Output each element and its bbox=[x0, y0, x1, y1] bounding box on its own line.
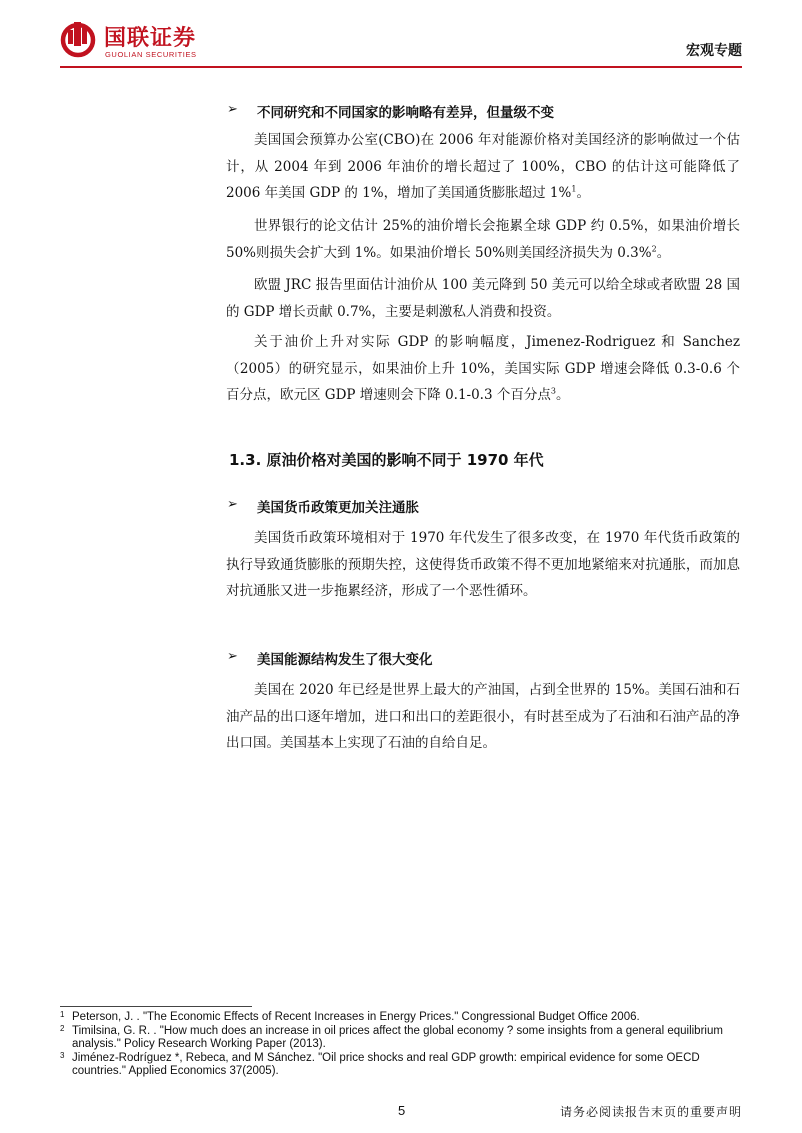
paragraph-eu-jrc: 欧盟 JRC 报告里面估计油价从 100 美元降到 50 美元可以给全球或者欧盟 28 国的 GDP 增长贡献 0.7%，主要是刺激私人消费和投资。 bbox=[226, 277, 740, 320]
footnote-number: 3 bbox=[60, 1050, 65, 1060]
logo-english-name: GUOLIAN SECURITIES bbox=[105, 50, 197, 59]
paragraph-energy-structure: 美国在 2020 年已经是世界上最大的产油国，占到全世界的 15%。美国石油和石油产品的出口逐年增加，进口和出口的差距很小，有时甚至成为了石油和石油产品的净出口国。美国基本上实现了石油的自给自足。 bbox=[226, 682, 740, 751]
bullet-heading-text: 不同研究和不同国家的影响略有差异，但量级不变 bbox=[257, 105, 554, 121]
footnote-ref-3[interactable]: 3 bbox=[550, 386, 556, 396]
footnote-item bbox=[60, 1011, 750, 1025]
footnote-text: Peterson, J. . "The Economic Effects of Recent Increases in Energy Prices." Congressional Budget Office 2006. bbox=[72, 1011, 640, 1023]
bullet-heading-text: 美国能源结构发生了很大变化 bbox=[257, 652, 433, 668]
footnote-ref-1[interactable]: 1 bbox=[571, 184, 577, 194]
footnote-item bbox=[60, 1025, 750, 1052]
arrow-bullet-icon: ➢ bbox=[227, 649, 238, 664]
paragraph-monetary-policy: 美国货币政策环境相对于 1970 年代发生了很多改变，在 1970 年代货币政策的执行导致通货膨胀的预期失控，这使得货币政策不得不更加地紧缩来对抗通胀，而加息对抗通胀又进一步拖累经济，形成了一个恶性循环。 bbox=[226, 530, 740, 599]
footnote-divider bbox=[60, 1006, 252, 1007]
footnote-number: 2 bbox=[60, 1023, 65, 1033]
footnote-item bbox=[60, 1052, 750, 1079]
report-type-label: 宏观专题 bbox=[686, 43, 742, 59]
footnote-ref-2[interactable]: 2 bbox=[651, 244, 657, 253]
footnote-text: Timilsina, G. R. . "How much does an increase in oil prices affect the global economy ? some insights from a general equilibrium analysis." Policy Research Working Paper (2013). bbox=[72, 1024, 723, 1050]
footnote-text: Jiménez-Rodríguez *, Rebeca, and M Sánchez. "Oil price shocks and real GDP growth: empirical evidence for some OECD countries." Applied Economics 37(2005). bbox=[72, 1051, 700, 1077]
company-logo bbox=[60, 18, 260, 62]
paragraph-jimenez-sanchez: 关于油价上升对实际 GDP 的影响幅度，Jimenez-Rodriguez 和 Sanchez（2005）的研究显示，如果油价上升 10%，美国实际 GDP 增速会降低 0.3-0.6 个百分点，欧元区 GDP 增速则会下降 0.1-0.3 个百分点$^3$。 bbox=[226, 334, 740, 403]
header-divider bbox=[60, 66, 742, 68]
logo-chinese-name: 国联证券 bbox=[104, 26, 197, 51]
page-number: 5 bbox=[398, 1103, 406, 1118]
paragraph-world-bank: 世界银行的论文估计 25%的油价增长会拖累全球 GDP 约 0.5%，如果油价增长 50%则损失会扩大到 1%。如果油价增长 50%则美国经济损失为 0.3%$^2$。 bbox=[226, 218, 740, 261]
paragraph-cbo-estimate: 美国国会预算办公室(CBO)在 2006 年对能源价格对美国经济的影响做过一个估计，从 2004 年到 2006 年油价的增长超过了 100%，CBO 的估计这可能降低了 2006 年美国 GDP 的 1%，增加了美国通货膨胀超过 1%$^1$。 bbox=[226, 132, 740, 201]
page-header bbox=[0, 0, 802, 70]
arrow-bullet-icon: ➢ bbox=[227, 497, 238, 512]
bullet-heading-text: 美国货币政策更加关注通胀 bbox=[257, 500, 419, 516]
footnote-number: 1 bbox=[60, 1010, 65, 1019]
section-title: 1.3. 原油价格对美国的影响不同于 1970 年代 bbox=[229, 451, 544, 469]
footnotes bbox=[60, 1011, 750, 1079]
disclaimer-note: 请务必阅读报告末页的重要声明 bbox=[559, 1105, 742, 1119]
arrow-bullet-icon: ➢ bbox=[227, 102, 238, 117]
guolian-logo-icon bbox=[60, 20, 96, 58]
